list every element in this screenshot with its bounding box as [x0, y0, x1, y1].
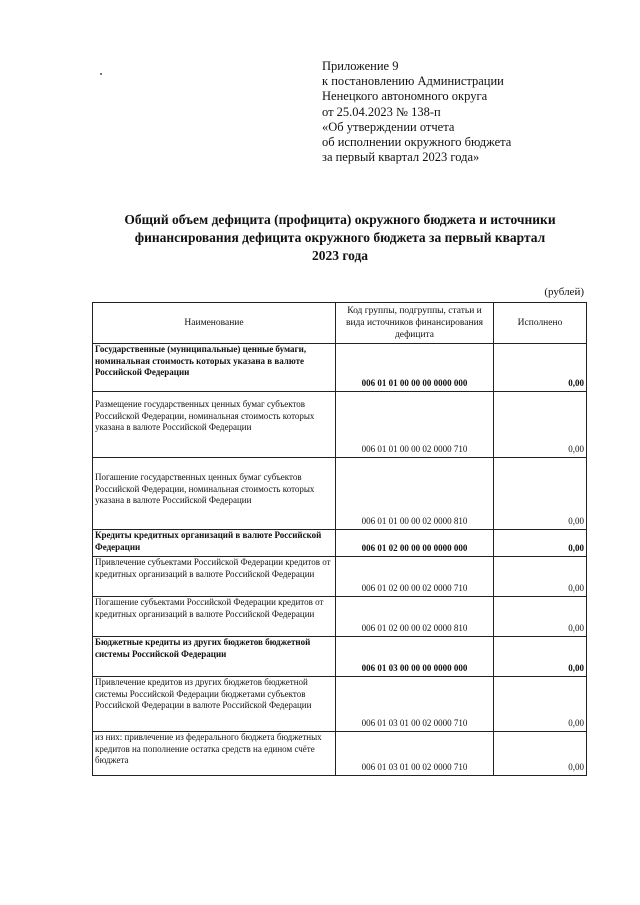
scan-speck	[100, 73, 102, 75]
row-code: 006 01 03 01 00 02 0000 710	[336, 732, 494, 776]
table-row	[93, 557, 587, 597]
annex-line: к постановлению Администрации	[322, 74, 504, 89]
annex-line: «Об утверждении отчета	[322, 119, 455, 134]
row-value: 0,00	[494, 637, 587, 677]
title-line: финансирования дефицита окружного бюджета за первый квартал	[134, 230, 546, 245]
table-row	[93, 392, 587, 458]
row-code: 006 01 03 00 00 00 0000 000	[336, 637, 494, 677]
row-name: Привлечение кредитов из других бюджетов бюджетной системы Российской Федерации бюджетами субъектов Российской Федерации в валюте Российской Федерации	[93, 677, 336, 732]
row-code: 006 01 02 00 00 00 0000 000	[336, 530, 494, 557]
row-value: 0,00	[494, 677, 587, 732]
row-value: 0,00	[494, 597, 587, 637]
document-title	[110, 211, 570, 265]
table-row	[93, 458, 587, 530]
table-row	[93, 530, 587, 557]
row-value: 0,00	[494, 732, 587, 776]
row-name: Привлечение субъектами Российской Федерации кредитов от кредитных организаций в валюте Российской Федерации	[93, 557, 336, 597]
annex-line: Ненецкого автономного округа	[322, 89, 488, 104]
row-value: 0,00	[494, 392, 587, 458]
row-code: 006 01 01 00 00 02 0000 810	[336, 458, 494, 530]
table-row	[93, 732, 587, 776]
annex-header	[322, 59, 622, 165]
row-name: Бюджетные кредиты из других бюджетов бюджетной системы Российской Федерации	[93, 637, 336, 677]
table-row	[93, 637, 587, 677]
row-code: 006 01 01 00 00 02 0000 710	[336, 392, 494, 458]
annex-line: об исполнении окружного бюджета	[322, 135, 512, 150]
row-name: Погашение государственных ценных бумаг субъектов Российской Федерации, номинальная стоимость которых указана в валюте Российской Федерации	[93, 458, 336, 530]
annex-line: за первый квартал 2023 года»	[322, 150, 480, 165]
row-name: Размещение государственных ценных бумаг субъектов Российской Федерации, номинальная стоимость которых указана в валюте Российской Федерации	[93, 392, 336, 458]
annex-line: Приложение 9	[322, 59, 399, 73]
header-executed: Исполнено	[494, 303, 587, 344]
annex-line: от 25.04.2023 № 138-п	[322, 104, 441, 119]
row-code: 006 01 02 00 00 02 0000 710	[336, 557, 494, 597]
row-value: 0,00	[494, 557, 587, 597]
row-name: Кредиты кредитных организаций в валюте Российской Федерации	[93, 530, 336, 557]
deficit-sources-table	[92, 302, 587, 776]
table-row	[93, 344, 587, 392]
row-name: Государственные (муниципальные) ценные бумаги, номинальная стоимость которых указана в валюте Российской Федерации	[93, 344, 336, 392]
title-line: Общий объем дефицита (профицита) окружного бюджета и источники	[124, 212, 556, 227]
row-name: Погашение субъектами Российской Федерации кредитов от кредитных организаций в валюте Российской Федерации	[93, 597, 336, 637]
units-label: (рублей)	[544, 286, 584, 298]
row-value: 0,00	[494, 458, 587, 530]
header-code: Код группы, подгруппы, статьи и вида источников финансирования дефицита	[336, 303, 494, 344]
table-row	[93, 677, 587, 732]
row-code: 006 01 03 01 00 02 0000 710	[336, 677, 494, 732]
table-header-row	[93, 303, 587, 344]
row-code: 006 01 01 00 00 00 0000 000	[336, 344, 494, 392]
title-line: 2023 года	[311, 248, 369, 263]
row-value: 0,00	[494, 530, 587, 557]
row-name: из них: привлечение из федерального бюджета бюджетных кредитов на пополнение остатка средств на едином счёте бюджета	[93, 732, 336, 776]
row-code: 006 01 02 00 00 02 0000 810	[336, 597, 494, 637]
row-value: 0,00	[494, 344, 587, 392]
header-name: Наименование	[93, 303, 336, 344]
table-row	[93, 597, 587, 637]
